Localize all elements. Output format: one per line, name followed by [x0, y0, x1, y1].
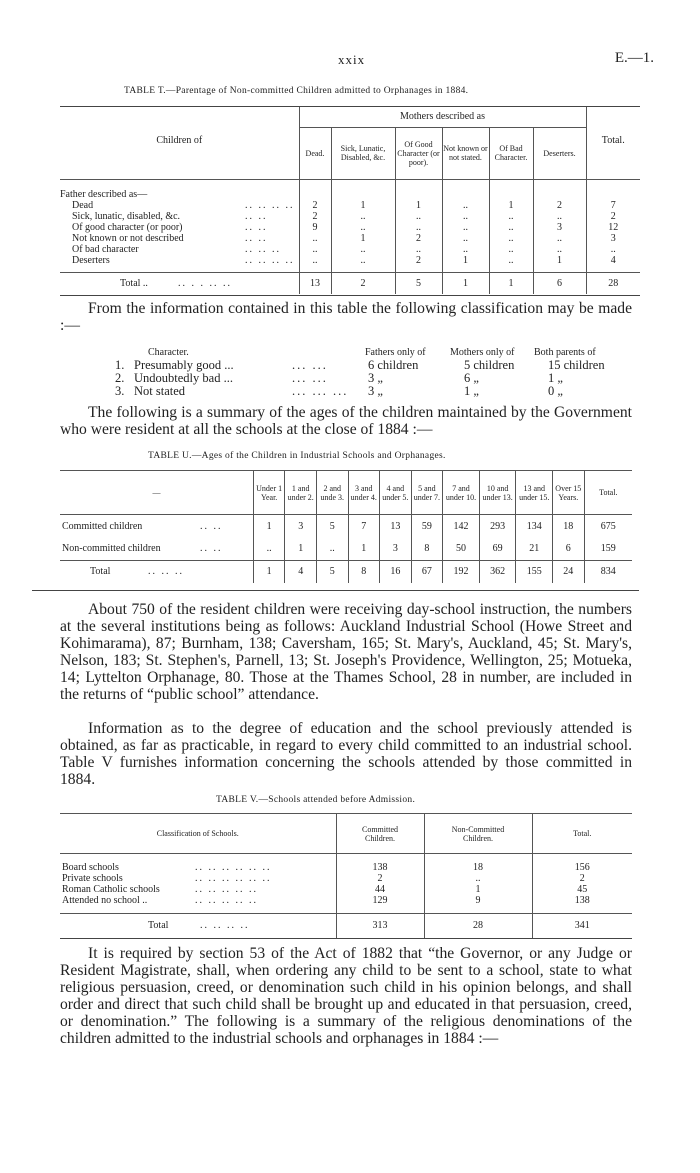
- table-cell: ..: [533, 233, 586, 244]
- table-cell: 1: [253, 515, 285, 538]
- classification-mothers: 5 children: [464, 358, 515, 372]
- table-cell: 8: [348, 561, 380, 583]
- table-cell: 138: [574, 894, 590, 906]
- classification-mothers: 1 „: [464, 384, 479, 398]
- table-row: [60, 211, 640, 222]
- table-t-col-not-known: Not known or not stated.: [442, 127, 489, 179]
- table-cell: 313: [336, 914, 424, 938]
- table-cell: ..: [316, 538, 348, 561]
- row-label-text: Attended no school ..: [62, 894, 148, 906]
- classification-number: 3.: [115, 384, 125, 398]
- row-label-text: Total ..: [120, 277, 148, 289]
- classification-fathers: 6 children: [368, 358, 419, 372]
- row-label-text: Roman Catholic schools: [62, 883, 160, 895]
- table-cell: 3: [610, 233, 616, 244]
- table-u-col-header: 10 and under 13.: [479, 471, 516, 515]
- classification-header-both: Both parents of: [534, 347, 596, 358]
- leader-dots: ... ...: [292, 358, 328, 372]
- table-cell: 28: [424, 914, 532, 938]
- row-label: [60, 914, 336, 938]
- row-label: [60, 222, 299, 233]
- row-label: [60, 884, 336, 895]
- classification-number: 2.: [115, 371, 125, 385]
- classification-header-mothers: Mothers only of: [450, 347, 515, 358]
- table-cell: 5: [316, 561, 348, 583]
- table-t-col-good: Of Good Character (or poor).: [395, 127, 442, 179]
- table-t: [60, 107, 640, 294]
- table-v-col-committed: Committed Children.: [336, 814, 424, 854]
- table-u: [60, 470, 632, 583]
- row-label: [60, 211, 299, 222]
- table-row: [60, 538, 632, 561]
- table-cell: 1: [489, 200, 533, 211]
- table-cell: 9: [424, 895, 532, 906]
- leader-dots: ... ... ...: [292, 384, 349, 398]
- table-cell: 2: [299, 200, 331, 211]
- classification-fathers: 3 „: [368, 371, 383, 385]
- table-cell: 1: [533, 255, 586, 266]
- row-label: [60, 873, 336, 884]
- table-row: [60, 515, 632, 538]
- leader-dots: .. .. ..: [148, 566, 184, 578]
- table-t-caption: TABLE T.—Parentage of Non-committed Children admitted to Orphanages in 1884.: [124, 86, 469, 96]
- table-cell: 362: [479, 561, 516, 583]
- paragraph-education-info: Information as to the degree of education and the school previously attended is obtained, as far as practicable, in regard to every child committed to an industrial school. Table V furnishes information concerning the schools attended by those committed in 1884.: [60, 720, 632, 788]
- row-label: [60, 255, 299, 266]
- table-row: [60, 895, 632, 906]
- table-cell: ..: [489, 244, 533, 255]
- table-cell: 67: [411, 561, 443, 583]
- row-label: [60, 515, 253, 538]
- table-cell: 1: [348, 538, 380, 561]
- row-label-text: Sick, lunatic, disabled, &c.: [72, 211, 181, 222]
- table-u-total-row: [60, 561, 632, 583]
- row-label: [60, 200, 299, 211]
- table-cell: 1: [331, 233, 395, 244]
- table-cell: 5: [395, 272, 442, 294]
- table-cell: 4: [610, 255, 616, 266]
- table-cell: 44: [336, 884, 424, 895]
- table-u-stub-header: —: [60, 471, 253, 515]
- classification-number: 1.: [115, 358, 125, 372]
- table-t-col-bad: Of Bad Character.: [489, 127, 533, 179]
- table-cell: 1: [424, 884, 532, 895]
- paragraph-religious-requirement: It is required by section 53 of the Act of 1882 that “the Governor, or any Judge or Resident Magistrate, shall, when ordering any child to be sent to a school, state to what religious persuasion, creed, or denomination such child in his opinion belongs, and shall order and direct that such child shall be brought up and educated in that persuasion, creed, or denomination.” The following is a summary of the religious denominations of the children admitted to the industrial schools and orphanages in 1884 :—: [60, 945, 632, 1047]
- table-cell: ..: [395, 222, 442, 233]
- classification-both: 1 „: [548, 371, 563, 385]
- table-cell: 2: [579, 872, 585, 884]
- table-cell: 192: [443, 561, 480, 583]
- table-cell: 24: [553, 561, 585, 583]
- leader-dots: .. .. ..: [245, 244, 281, 255]
- table-cell: ..: [442, 211, 489, 222]
- table-cell: 2: [395, 233, 442, 244]
- table-cell: 2: [331, 272, 395, 294]
- table-row: [60, 200, 640, 211]
- row-label-text: Private schools: [62, 872, 123, 884]
- table-cell: 1: [442, 255, 489, 266]
- classification-header-fathers: Fathers only of: [365, 347, 426, 358]
- row-label: [60, 862, 336, 873]
- row-label-text: Non-committed children: [62, 543, 161, 555]
- table-cell: 12: [608, 222, 619, 233]
- table-v-col-non-committed: Non-Committed Children.: [424, 814, 532, 854]
- table-v-col-total: Total.: [573, 829, 592, 838]
- leader-dots: .. ..: [245, 233, 268, 244]
- table-v-total-row: [60, 914, 632, 938]
- row-label: [60, 244, 299, 255]
- table-cell: 7: [348, 515, 380, 538]
- table-cell: 155: [516, 561, 553, 583]
- row-label: [60, 272, 299, 294]
- leader-dots: .. .. .. ..: [245, 200, 295, 211]
- table-v: [60, 813, 632, 938]
- table-cell: ..: [489, 233, 533, 244]
- table-v-col-classification: Classification of Schools.: [60, 814, 336, 854]
- table-cell: 1: [442, 272, 489, 294]
- leader-dots: .. ..: [245, 211, 268, 222]
- table-cell: ..: [533, 244, 586, 255]
- table-cell: 2: [336, 873, 424, 884]
- table-cell: 6: [533, 272, 586, 294]
- table-cell: 2: [610, 211, 616, 222]
- table-t-col-sick: Sick, Lunatic, Disabled, &c.: [331, 127, 395, 179]
- table-cell: 59: [411, 515, 443, 538]
- paragraph-ages-intro: The following is a summary of the ages of the children maintained by the Government who were resident at all the schools at the close of 1884 :—: [60, 404, 632, 438]
- classification-mothers: 6 „: [464, 371, 479, 385]
- table-t-group-header: Mothers described as: [299, 107, 586, 127]
- leader-dots: .. ..: [200, 520, 223, 532]
- table-u-caption: TABLE U.—Ages of the Children in Industrial Schools and Orphanages.: [148, 451, 446, 461]
- leader-dots: .. .. .. ..: [245, 255, 295, 266]
- classification-both: 15 children: [548, 358, 605, 372]
- table-cell: 7: [610, 200, 616, 211]
- table-cell: 28: [608, 277, 619, 289]
- table-cell: 18: [424, 862, 532, 873]
- table-row: [60, 873, 632, 884]
- table-u-col-header: 13 and under 15.: [516, 471, 553, 515]
- row-label: [60, 561, 253, 583]
- row-label: [60, 233, 299, 244]
- table-cell: 45: [577, 883, 588, 895]
- leader-dots: .. .. .. .. .. ..: [195, 872, 272, 884]
- table-cell: ..: [395, 244, 442, 255]
- classification-fathers: 3 „: [368, 384, 383, 398]
- classification-label: Not stated: [134, 384, 186, 398]
- row-label-text: Board schools: [62, 861, 119, 873]
- table-cell: ..: [442, 244, 489, 255]
- table-row: [60, 244, 640, 255]
- table-cell: 18: [553, 515, 585, 538]
- table-cell: 69: [479, 538, 516, 561]
- table-cell: 134: [516, 515, 553, 538]
- table-cell: ..: [331, 255, 395, 266]
- table-cell: 2: [299, 211, 331, 222]
- table-cell: 2: [533, 200, 586, 211]
- table-cell: 6: [553, 538, 585, 561]
- table-cell: 129: [336, 895, 424, 906]
- table-cell: ..: [253, 538, 285, 561]
- table-cell: 1: [331, 200, 395, 211]
- table-u-col-header: 3 and under 4.: [348, 471, 380, 515]
- table-t-section-label: Father described as—: [60, 189, 299, 200]
- table-row: [60, 255, 640, 266]
- table-cell: ..: [331, 244, 395, 255]
- leader-dots: .. ..: [245, 222, 268, 233]
- table-cell: 13: [380, 515, 412, 538]
- table-u-col-header: Under 1 Year.: [253, 471, 285, 515]
- table-cell: ..: [299, 233, 331, 244]
- table-row: [60, 222, 640, 233]
- table-cell: 4: [285, 561, 317, 583]
- table-row: [60, 884, 632, 895]
- table-cell: ..: [442, 222, 489, 233]
- table-cell: ..: [489, 255, 533, 266]
- page-number: xxix: [338, 52, 366, 67]
- row-label-text: Not known or not described: [72, 233, 184, 244]
- table-t-stub-header: Children of: [60, 107, 299, 179]
- leader-dots: .. .. .. .. ..: [195, 883, 258, 895]
- table-cell: ..: [489, 222, 533, 233]
- row-label-text: Of bad character: [72, 244, 139, 255]
- table-cell: 8: [411, 538, 443, 561]
- table-u-col-header: Over 15 Years.: [553, 471, 585, 515]
- document-code: E.—1.: [614, 50, 654, 66]
- table-cell: ..: [331, 211, 395, 222]
- paragraph-classification-intro: From the information contained in this table the following classification may be made :—: [60, 300, 632, 334]
- table-cell: ..: [424, 873, 532, 884]
- table-cell: 341: [574, 920, 590, 932]
- table-u-col-header: 4 and under 5.: [380, 471, 412, 515]
- row-label-text: Committed children: [62, 520, 143, 532]
- table-cell: 834: [600, 566, 616, 578]
- row-label-text: Total: [90, 566, 111, 578]
- table-cell: ..: [533, 211, 586, 222]
- row-label: [60, 895, 336, 906]
- table-cell: 21: [516, 538, 553, 561]
- table-u-col-header: 1 and under 2.: [285, 471, 317, 515]
- table-cell: 1: [285, 538, 317, 561]
- table-u-col-header: Total.: [599, 488, 618, 497]
- table-cell: 3: [380, 538, 412, 561]
- table-cell: ..: [610, 244, 616, 255]
- leader-dots: .. . . .. ..: [178, 277, 232, 289]
- table-v-caption: TABLE V.—Schools attended before Admission.: [216, 795, 416, 805]
- row-label-text: Deserters: [72, 255, 110, 266]
- classification-both: 0 „: [548, 384, 563, 398]
- table-u-col-header: 2 and unde 3.: [316, 471, 348, 515]
- table-t-total-row: [60, 272, 640, 294]
- table-cell: ..: [395, 211, 442, 222]
- table-cell: 293: [479, 515, 516, 538]
- table-cell: 16: [380, 561, 412, 583]
- table-cell: 3: [285, 515, 317, 538]
- leader-dots: ... ...: [292, 371, 328, 385]
- row-label-text: Of good character (or poor): [72, 222, 183, 233]
- table-cell: 13: [299, 272, 331, 294]
- table-cell: 9: [299, 222, 331, 233]
- table-cell: ..: [442, 233, 489, 244]
- paragraph-day-school: About 750 of the resident children were receiving day-school instruction, the numbers at the several institutions being as follows: Auckland Industrial School (Howe Street and Kohimarama), 87; Burnham, 138; Caversham, 165; St. Mary's, Auckland, 45; St. Mary's, Nelson, 183; St. Stephen's, Parnell, 13; St. Joseph's Providence, Wellington, 25; Motueka, 14; Lyttelton Orphanage, 80. Those at the Thames School, 28 in number, are included in the returns of “public school” attendance.: [60, 601, 632, 703]
- leader-dots: .. .. .. .. .. ..: [195, 861, 272, 873]
- row-label: [60, 538, 253, 561]
- table-cell: 1: [395, 200, 442, 211]
- table-cell: 2: [395, 255, 442, 266]
- leader-dots: .. .. .. ..: [200, 920, 250, 932]
- table-cell: ..: [299, 255, 331, 266]
- classification-header-character: Character.: [148, 347, 189, 358]
- table-row: [60, 862, 632, 873]
- table-cell: 159: [600, 543, 616, 555]
- classification-label: Presumably good ...: [134, 358, 234, 372]
- table-cell: 5: [316, 515, 348, 538]
- leader-dots: .. .. .. .. ..: [195, 894, 258, 906]
- table-t-col-deserters: Deserters.: [533, 127, 586, 179]
- table-u-col-header: 7 and under 10.: [443, 471, 480, 515]
- leader-dots: .. ..: [200, 543, 223, 555]
- table-t-col-dead: Dead.: [299, 127, 331, 179]
- table-row: [60, 233, 640, 244]
- table-cell: 156: [574, 861, 590, 873]
- table-cell: ..: [331, 222, 395, 233]
- table-cell: ..: [299, 244, 331, 255]
- classification-label: Undoubtedly bad ...: [134, 371, 233, 385]
- row-label-text: Total: [148, 920, 169, 932]
- table-cell: 3: [533, 222, 586, 233]
- table-t-col-total: Total.: [601, 135, 625, 146]
- row-label-text: Dead: [72, 200, 94, 211]
- table-cell: 138: [336, 862, 424, 873]
- table-cell: 1: [489, 272, 533, 294]
- table-cell: 675: [600, 520, 616, 532]
- table-u-col-header: 5 and under 7.: [411, 471, 443, 515]
- table-cell: 1: [253, 561, 285, 583]
- table-cell: ..: [489, 211, 533, 222]
- table-cell: 50: [443, 538, 480, 561]
- table-cell: 142: [443, 515, 480, 538]
- table-cell: ..: [442, 200, 489, 211]
